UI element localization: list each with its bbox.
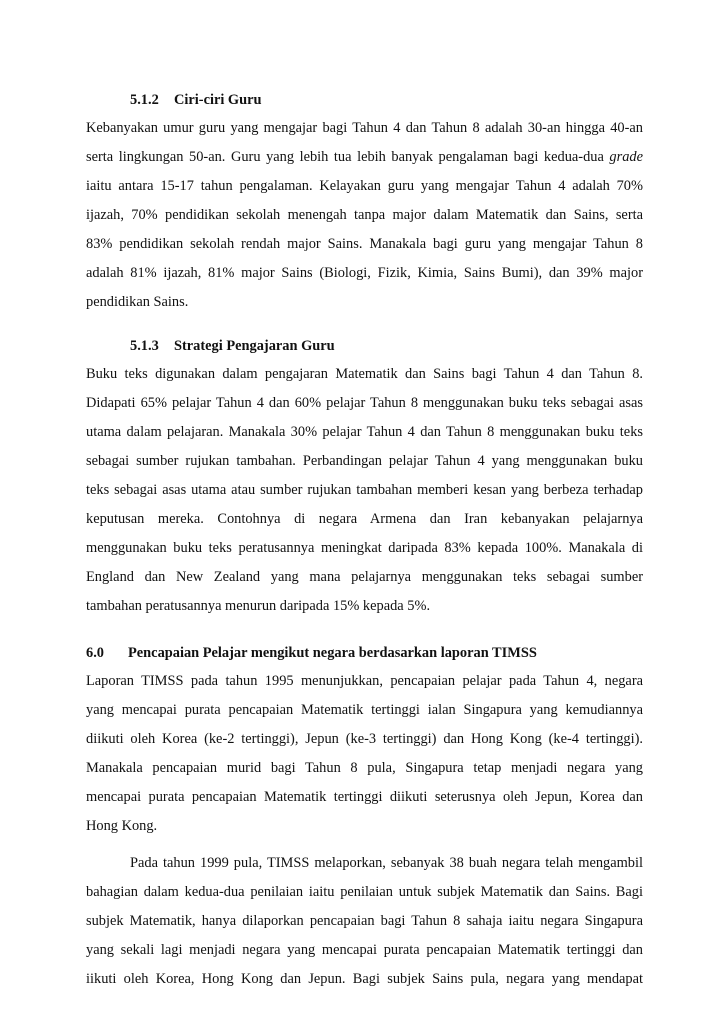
section-heading-6-0	[86, 639, 643, 667]
text-line: teks sebagai asas utama atau sumber rujukan tambahan memberi kesan yang berbeza terhadap	[86, 482, 643, 498]
text-line: Laporan TIMSS pada tahun 1995 menunjukkan, pencapaian pelajar pada Tahun 4, negara	[86, 673, 643, 689]
text-line: Buku teks digunakan dalam pengajaran Matematik dan Sains bagi Tahun 4 dan Tahun 8.	[86, 366, 643, 382]
text-line: yang mencapai purata pencapaian Matematik tertinggi ialan Singapura yang kemudiannya	[86, 702, 643, 718]
text-line: Manakala pencapaian murid bagi Tahun 8 pula, Singapura tetap menjadi negara yang	[86, 760, 643, 776]
paragraph-ciri-ciri-guru	[86, 114, 643, 317]
section-heading-5-1-3	[86, 332, 643, 360]
text-line: bahagian dalam kedua-dua penilaian iaitu penilaian untuk subjek Matematik dan Sains. Bagi	[86, 884, 643, 900]
section-number: 6.0	[86, 645, 104, 661]
text-line: adalah 81% ijazah, 81% major Sains (Biologi, Fizik, Kimia, Sains Bumi), dan 39% major	[86, 265, 643, 281]
text-line: utama dalam pelajaran. Manakala 30% pelajar Tahun 4 dan Tahun 8 menggunakan buku teks	[86, 424, 643, 440]
section-title: Strategi Pengajaran Guru	[174, 338, 335, 354]
text-line: sebagai sumber rujukan tambahan. Perbandingan pelajar Tahun 4 yang menggunakan buku	[86, 453, 643, 469]
text-line: ijazah, 70% pendidikan sekolah menengah tanpa major dalam Matematik dan Sains, serta	[86, 207, 643, 223]
document-page	[86, 86, 643, 994]
section-number: 5.1.2	[130, 92, 159, 108]
text-line: tambahan peratusannya menurun daripada 15% kepada 5%.	[86, 598, 431, 614]
text-line: pendidikan Sains.	[86, 294, 189, 310]
text-line: mencapai purata pencapaian Matematik tertinggi diikuti seterusnya oleh Jepun, Korea dan	[86, 789, 643, 805]
section-heading-5-1-2	[86, 86, 643, 114]
text-line: 83% pendidikan sekolah rendah major Sains. Manakala bagi guru yang mengajar Tahun 8	[86, 236, 643, 252]
italic-word: grade	[609, 149, 643, 165]
text-line: diikuti oleh Korea (ke-2 tertinggi), Jepun (ke-3 tertinggi) dan Hong Kong (ke-4 tertinggi).	[86, 731, 643, 747]
text-line: keputusan mereka. Contohnya di negara Armena dan Iran kebanyakan pelajarnya	[86, 511, 643, 527]
text-line: menggunakan buku teks peratusannya meningkat daripada 83% kepada 100%. Manakala di	[86, 540, 643, 556]
paragraph-timss-1999	[86, 849, 643, 994]
text-line: Didapati 65% pelajar Tahun 4 dan 60% pelajar Tahun 8 menggunakan buku teks sebagai asas	[86, 395, 643, 411]
paragraph-timss-1995	[86, 667, 643, 841]
text-line: Hong Kong.	[86, 818, 158, 834]
text-line: Pada tahun 1999 pula, TIMSS melaporkan, sebanyak 38 buah negara telah mengambil	[130, 855, 643, 871]
text-line	[86, 143, 643, 172]
text-line: England dan New Zealand yang mana pelajarnya menggunakan teks sebagai sumber	[86, 569, 643, 585]
section-title: Ciri-ciri Guru	[174, 92, 262, 108]
text-line: subjek Matematik, hanya dilaporkan pencapaian bagi Tahun 8 sahaja iaitu negara Singapura	[86, 913, 643, 929]
text-line: yang sekali lagi menjadi negara yang mencapai purata pencapaian Matematik tertinggi dan	[86, 942, 643, 958]
text-span: serta lingkungan 50-an. Guru yang lebih tua lebih banyak pengalaman bagi kedua-dua	[86, 149, 604, 165]
section-number: 5.1.3	[130, 338, 159, 354]
text-line: iaitu antara 15-17 tahun pengalaman. Kelayakan guru yang mengajar Tahun 4 adalah 70%	[86, 178, 643, 194]
text-line: Kebanyakan umur guru yang mengajar bagi Tahun 4 dan Tahun 8 adalah 30-an hingga 40-an	[86, 120, 643, 136]
section-title: Pencapaian Pelajar mengikut negara berdasarkan laporan TIMSS	[128, 645, 537, 661]
text-line: iikuti oleh Korea, Hong Kong dan Jepun. Bagi subjek Sains pula, negara yang mendapat	[86, 971, 643, 987]
paragraph-strategi-pengajaran	[86, 360, 643, 621]
